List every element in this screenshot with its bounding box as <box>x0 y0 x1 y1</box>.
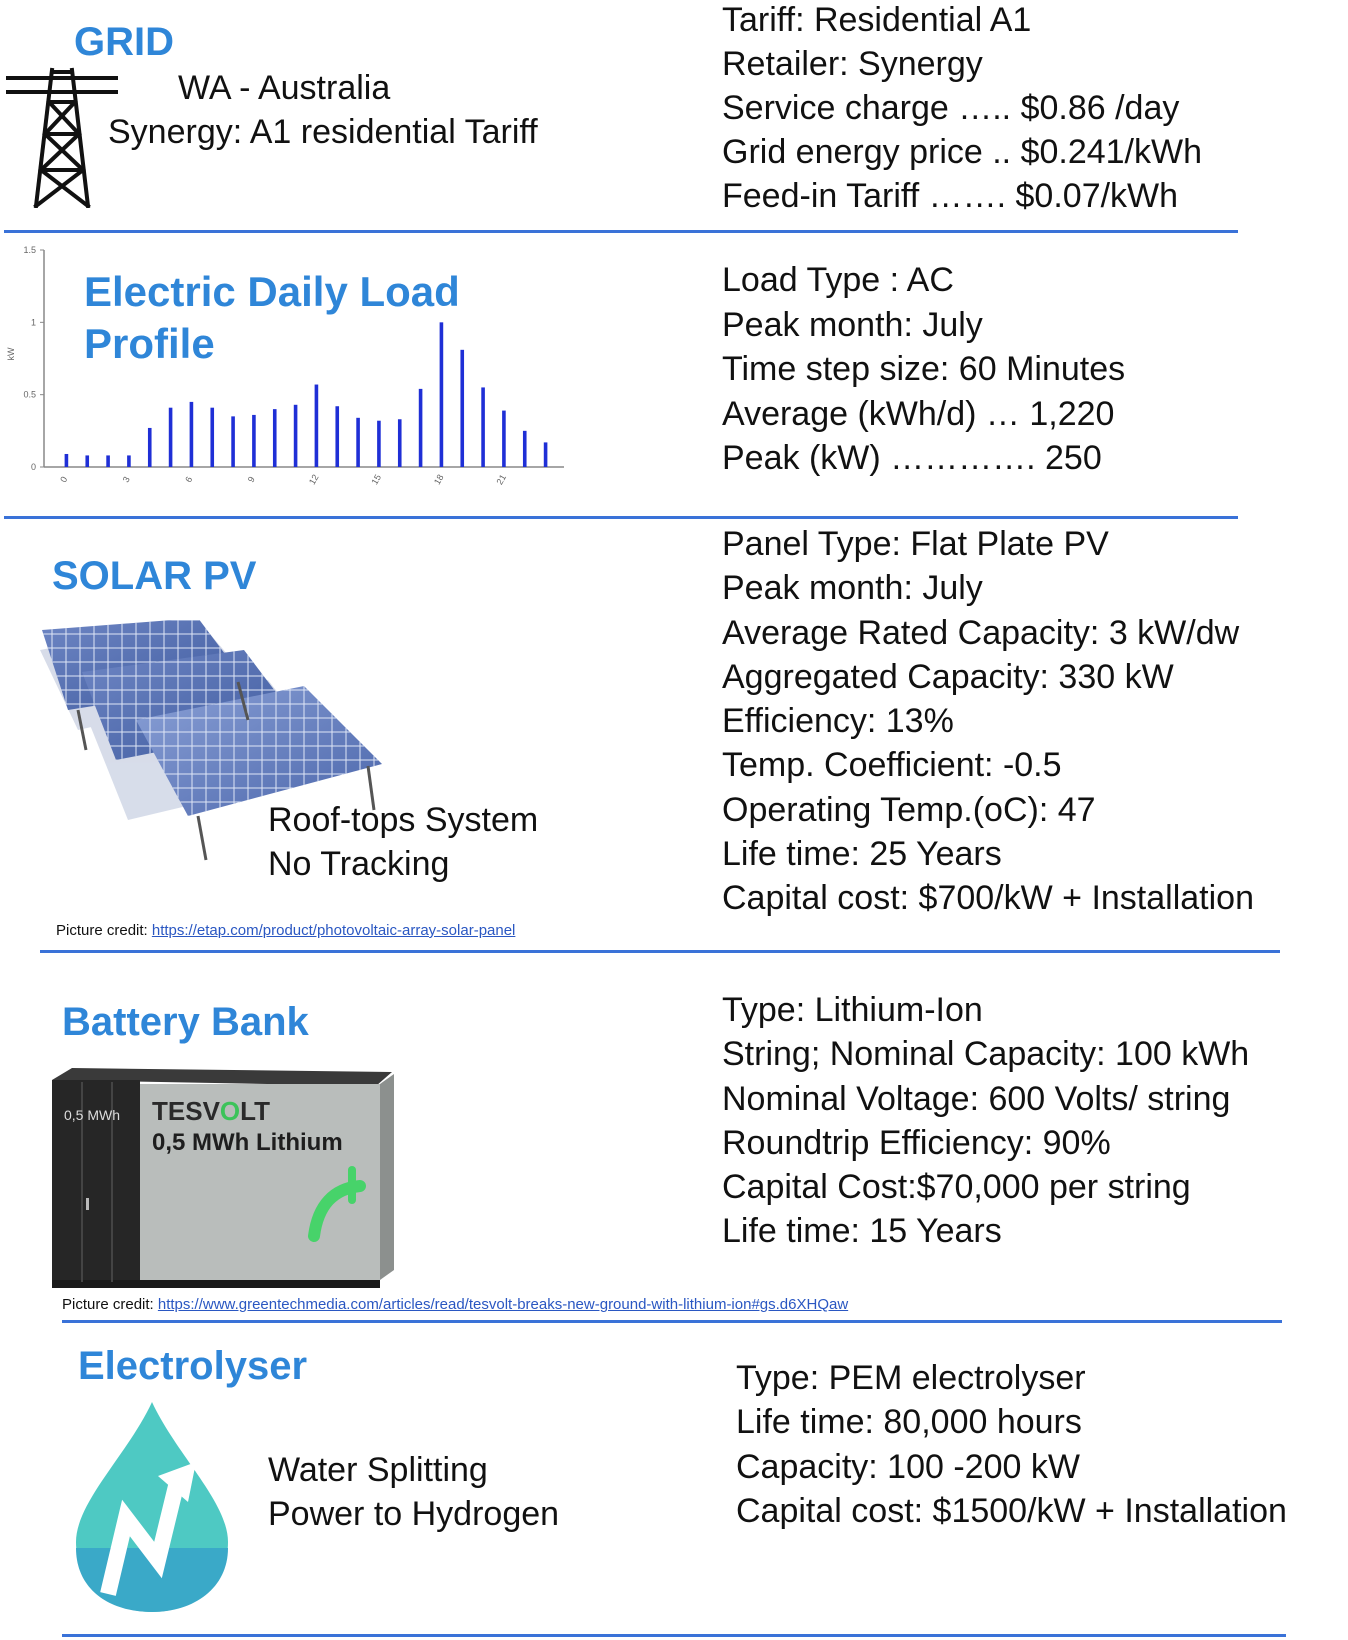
solar-spec-item: Operating Temp.(oC): 47 <box>722 790 1096 829</box>
bar-17 <box>419 389 423 467</box>
electrolyser-caption-line: Power to Hydrogen <box>268 1495 560 1533</box>
y-tick-label: 0.5 <box>23 389 36 400</box>
battery-brand-text <box>152 1096 270 1126</box>
load-spec-list <box>722 258 1125 481</box>
battery-spec-item: Life time: 15 Years <box>722 1212 1002 1251</box>
section-divider <box>4 516 1238 519</box>
battery-spec-item: Type: Lithium-Ion <box>722 991 983 1029</box>
x-tick-label: 21 <box>494 472 509 487</box>
solar-spec-item: Aggregated Capacity: 330 kW <box>722 657 1174 696</box>
battery-spec-item: Capital Cost:$70,000 per string <box>722 1168 1191 1207</box>
battery-spec-list <box>722 988 1249 1254</box>
electrolyser-spec-item: Capacity: 100 -200 kW <box>736 1447 1080 1486</box>
grid-title: GRID <box>74 20 174 64</box>
solar-spec-item: Panel Type: Flat Plate PV <box>722 525 1109 563</box>
electrolyser-spec-item: Type: PEM electrolyser <box>736 1359 1086 1397</box>
bar-7 <box>210 408 214 467</box>
solar-spec-item: Peak month: July <box>722 569 983 608</box>
y-axis-label: kW <box>6 347 16 361</box>
x-tick-label: 0 <box>58 474 70 485</box>
solar-spec-item: Capital cost: $700/kW + Installation <box>722 879 1254 918</box>
battery-picture-credit <box>62 1296 848 1313</box>
grid-spec-item: Feed-in Tariff ……. $0.07/kWh <box>722 177 1179 215</box>
solar-title: SOLAR PV <box>52 554 257 598</box>
load-title-line: Electric Daily Load <box>84 268 460 315</box>
bar-20 <box>481 387 485 467</box>
bar-2 <box>106 455 110 467</box>
bar-14 <box>356 418 360 467</box>
water-drop-icon <box>72 1398 232 1616</box>
grid-spec-item: Grid energy price .. $0.241/kWh <box>722 133 1203 171</box>
battery-tag-text: 0,5 MWh <box>64 1107 121 1123</box>
battery-spec-item: String; Nominal Capacity: 100 kWh <box>722 1035 1250 1074</box>
bar-19 <box>460 350 464 467</box>
solar-spec-item: Average Rated Capacity: 3 kW/dw <box>722 613 1240 652</box>
battery-title: Battery Bank <box>62 1000 309 1044</box>
battery-model-text: 0,5 MWh Lithium <box>152 1129 343 1156</box>
y-tick-label: 1.5 <box>23 245 36 255</box>
x-tick-label: 15 <box>369 472 384 487</box>
electrolyser-spec-item: Life time: 80,000 hours <box>736 1403 1082 1442</box>
brand-part: LT <box>240 1096 270 1126</box>
electrolyser-caption-line: Water Splitting <box>268 1451 488 1489</box>
bar-1 <box>85 455 89 467</box>
grid-region: WA - Australia <box>178 69 391 107</box>
electrolyser-spec-item: Capital cost: $1500/kW + Installation <box>736 1491 1287 1530</box>
load-profile-title <box>84 266 460 370</box>
load-spec-item: Average (kWh/d) … 1,220 <box>722 394 1115 433</box>
section-divider <box>4 230 1238 233</box>
grid-spec-list <box>722 0 1202 218</box>
solar-spec-list <box>722 522 1254 921</box>
solar-caption-line: No Tracking <box>268 845 450 883</box>
section-divider <box>62 1320 1282 1323</box>
load-spec-item: Peak month: July <box>722 305 983 344</box>
brand-part: O <box>219 1096 241 1126</box>
bar-0 <box>65 454 69 467</box>
x-tick-label: 12 <box>306 472 321 487</box>
power-tower-icon <box>6 66 118 208</box>
y-tick-label: 0 <box>30 462 36 472</box>
battery-credit-link[interactable]: https://www.greentechmedia.com/articles/read/tesvolt-breaks-new-ground-with-lithium-ion#gs.d6XHQaw <box>157 1296 849 1313</box>
electrolyser-title: Electrolyser <box>78 1344 308 1388</box>
battery-spec-item: Roundtrip Efficiency: 90% <box>722 1123 1111 1162</box>
grid-spec-item: Tariff: Residential A1 <box>722 1 1032 39</box>
bar-6 <box>190 402 194 467</box>
bar-11 <box>294 405 298 467</box>
x-tick-label: 18 <box>431 472 446 487</box>
bar-21 <box>502 411 506 467</box>
bar-16 <box>398 419 402 467</box>
bar-8 <box>231 416 235 467</box>
electrolyser-spec-list <box>736 1356 1287 1533</box>
load-spec-item: Load Type : AC <box>722 261 954 299</box>
load-spec-item: Time step size: 60 Minutes <box>722 350 1126 388</box>
battery-container-icon <box>52 1068 396 1290</box>
brand-part: TESV <box>152 1096 220 1126</box>
grid-tariff-description: Synergy: A1 residential Tariff <box>108 113 538 151</box>
bar-15 <box>377 421 381 467</box>
bar-13 <box>335 406 339 467</box>
grid-spec-item: Retailer: Synergy <box>722 45 983 83</box>
solar-caption-line: Roof-tops System <box>268 801 539 839</box>
bar-23 <box>544 442 548 467</box>
bar-4 <box>148 428 152 467</box>
bar-22 <box>523 431 527 467</box>
section-divider <box>40 950 1280 953</box>
solar-spec-item: Efficiency: 13% <box>722 702 954 741</box>
solar-picture-credit <box>56 922 515 939</box>
bar-10 <box>273 409 277 467</box>
bar-3 <box>127 455 131 467</box>
credit-label: Picture credit: <box>56 922 148 939</box>
solar-spec-item: Life time: 25 Years <box>722 835 1002 874</box>
x-tick-label: 6 <box>183 474 195 485</box>
x-tick-label: 9 <box>245 474 257 485</box>
grid-spec-item: Service charge ….. $0.86 /day <box>722 89 1180 127</box>
solar-spec-item: Temp. Coefficient: -0.5 <box>722 746 1062 785</box>
bar-12 <box>315 385 319 467</box>
load-title-line: Profile <box>84 320 215 368</box>
electrolyser-caption <box>268 1448 559 1536</box>
bar-9 <box>252 415 256 467</box>
load-spec-item: Peak (kW) …………. 250 <box>722 439 1102 477</box>
section-divider <box>62 1634 1286 1637</box>
solar-credit-link[interactable]: https://etap.com/product/photovoltaic-array-solar-panel <box>151 922 516 939</box>
y-tick-label: 1 <box>30 317 36 328</box>
credit-label: Picture credit: <box>62 1296 154 1313</box>
solar-caption <box>268 798 538 886</box>
battery-spec-item: Nominal Voltage: 600 Volts/ string <box>722 1079 1231 1118</box>
bar-5 <box>169 408 173 467</box>
x-tick-label: 3 <box>120 474 132 485</box>
